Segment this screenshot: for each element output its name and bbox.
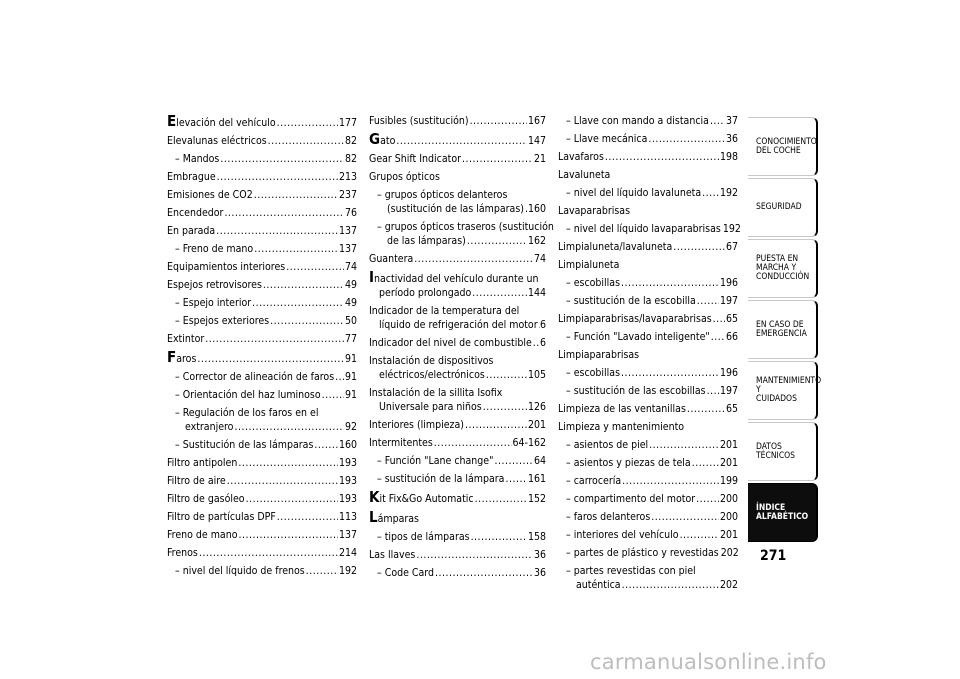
dot-leader	[238, 528, 337, 542]
page-ref: 36	[533, 567, 546, 579]
dot-leader	[286, 260, 344, 274]
page-ref: 66	[725, 331, 738, 343]
page-ref: 91	[344, 353, 357, 365]
entry-text: – Corrector de alineación de faros	[175, 371, 335, 383]
page-ref: 192	[719, 187, 738, 199]
dot-leader	[621, 366, 719, 380]
entry-text: – Llave con mando a distancia	[566, 115, 709, 127]
dot-leader	[238, 456, 338, 470]
entry-text: – nivel del líquido lavaluneta	[566, 187, 702, 199]
dot-leader	[472, 286, 527, 300]
index-entry	[558, 344, 738, 362]
page-ref: 76	[344, 207, 357, 219]
index-entry	[558, 182, 738, 200]
index-entry	[167, 238, 357, 256]
entry-text: Intermitentes	[369, 437, 433, 449]
dot-leader	[687, 402, 725, 416]
dot-leader	[622, 578, 719, 592]
entry-text: – asientos y piezas de tela	[566, 457, 691, 469]
page-ref: 92	[344, 421, 357, 433]
page-ref: 137	[338, 225, 357, 237]
page-ref: 161	[527, 473, 546, 485]
dot-leader	[622, 474, 719, 488]
page-ref: 201	[719, 457, 738, 469]
index-entry	[558, 128, 738, 146]
entry-text: – nivel del líquido lavaparabrisas	[566, 223, 721, 235]
dot-leader	[335, 370, 344, 384]
index-entry	[167, 166, 357, 184]
entry-text: Inactividad del vehículo durante un	[369, 268, 539, 286]
page-ref: 6	[539, 319, 546, 331]
index-entry	[167, 110, 357, 130]
entry-text: Elevalunas eléctricos	[167, 135, 267, 147]
dot-leader	[648, 132, 725, 146]
index-entry	[558, 398, 738, 416]
tab-label: DATOS TÉCNICOS	[756, 441, 796, 461]
entry-text: Emisiones de CO2	[167, 189, 253, 201]
index-entry	[167, 202, 357, 220]
dot-leader	[322, 388, 344, 402]
page-ref: 162	[527, 235, 546, 247]
page-ref: 105	[527, 369, 546, 381]
tab-mantenimiento-y[interactable]	[748, 361, 822, 420]
page-ref: 197	[719, 385, 738, 397]
page-ref: 196	[719, 367, 738, 379]
page-ref: 197	[719, 295, 738, 307]
index-entry	[167, 328, 357, 346]
entry-text: período prolongado	[379, 287, 472, 299]
dot-leader	[713, 312, 725, 326]
page-ref: 77	[344, 333, 357, 345]
index-entry	[369, 382, 546, 414]
dot-leader	[197, 352, 344, 366]
tab-label: SEGURIDAD	[756, 202, 802, 212]
index-entry	[369, 414, 546, 432]
entry-text: Lavaluneta	[558, 169, 611, 181]
entry-text: Faros	[167, 348, 197, 366]
page-ref: 202	[719, 579, 738, 591]
page-ref: 202	[720, 547, 739, 559]
dot-leader	[649, 438, 719, 452]
index-entry	[369, 128, 546, 148]
index-entry	[558, 434, 738, 452]
dot-leader	[216, 224, 338, 238]
index-entry	[167, 560, 357, 578]
index-entry	[558, 110, 738, 128]
index-column-2	[369, 110, 554, 580]
index-entry	[167, 148, 357, 166]
entry-text: – carrocería	[566, 475, 622, 487]
entry-text: – interiores del vehículo	[566, 529, 679, 541]
index-entry	[369, 350, 546, 382]
page-ref: 137	[338, 529, 357, 541]
dot-leader	[533, 336, 539, 350]
dot-leader	[525, 202, 527, 216]
page-ref: 6	[539, 337, 546, 349]
index-entry	[369, 432, 546, 450]
dot-leader	[651, 510, 719, 524]
page-ref: 65	[725, 313, 738, 325]
page-ref: 193	[338, 475, 357, 487]
page-ref: 113	[338, 511, 357, 523]
entry-text: – grupos ópticos traseros (sustitución	[377, 221, 554, 233]
index-entry	[558, 416, 738, 434]
dot-leader	[416, 548, 533, 562]
dot-leader	[621, 276, 719, 290]
dot-leader	[277, 116, 338, 130]
page-ref: 82	[344, 153, 357, 165]
page-ref: 167	[527, 115, 546, 127]
entry-text: Freno de mano	[167, 529, 238, 541]
page-ref: 37	[725, 115, 738, 127]
dot-leader	[254, 242, 338, 256]
entry-text: – Función "Lavado inteligente"	[566, 331, 710, 343]
index-entry	[558, 164, 738, 182]
index-entry	[558, 308, 738, 326]
entry-text: Limpieza y mantenimiento	[558, 421, 685, 433]
index-entry	[558, 488, 738, 506]
page-ref: 67	[725, 241, 738, 253]
entry-text: Universale para niños	[379, 401, 482, 413]
entry-text: – escobillas	[566, 277, 621, 289]
entry-text: Grupos ópticos	[369, 171, 440, 183]
index-entry	[167, 452, 357, 470]
entry-text: Guantera	[369, 253, 414, 265]
entry-text: En parada	[167, 225, 216, 237]
page-ref: 177	[338, 117, 357, 129]
entry-text: – Función "Lane change"	[377, 455, 494, 467]
index-entry	[369, 506, 546, 526]
page-ref: 49	[344, 297, 357, 309]
dot-leader	[435, 566, 533, 580]
index-entry	[558, 254, 738, 272]
tab-índice[interactable]	[748, 483, 818, 542]
entry-text: Embrague	[167, 171, 216, 183]
index-entry	[369, 450, 546, 468]
index-entry	[167, 292, 357, 310]
section-tabs	[748, 117, 822, 544]
page-ref: 201	[527, 419, 546, 431]
dot-leader	[252, 296, 344, 310]
entry-text: – Code Card	[377, 567, 434, 579]
dot-leader	[471, 530, 527, 544]
page-number: 271	[760, 548, 787, 564]
dot-leader	[434, 436, 512, 450]
index-entry	[167, 524, 357, 542]
page-ref: 214	[338, 547, 357, 559]
index-entry	[167, 274, 357, 292]
index-entry	[369, 332, 546, 350]
entry-text: Limpialuneta/lavaluneta	[558, 241, 673, 253]
dot-leader	[711, 330, 725, 344]
page-ref: 213	[338, 171, 357, 183]
dot-leader	[217, 170, 338, 184]
index-entry	[369, 486, 546, 506]
entry-text: eléctricos/electrónicos	[379, 369, 485, 381]
dot-leader	[270, 314, 344, 328]
tab-puesta-en[interactable]	[748, 239, 818, 298]
page-ref: 147	[527, 135, 546, 147]
entry-text: – Sustitución de las lámparas	[175, 439, 314, 451]
entry-text: Frenos	[167, 547, 198, 559]
entry-text: Filtro antipolen	[167, 457, 238, 469]
tab-label: CONOCIMIENTO DEL COCHE	[756, 136, 817, 156]
entry-text: – partes de plástico y revestidas	[566, 547, 719, 559]
dot-leader	[505, 472, 527, 486]
dot-leader	[414, 252, 533, 266]
page-ref: 193	[338, 457, 357, 469]
index-entry	[369, 166, 546, 184]
entry-text: Lavaparabrisas	[558, 205, 631, 217]
dot-leader	[199, 546, 338, 560]
index-entry	[369, 468, 546, 486]
dot-leader	[268, 134, 344, 148]
entry-text: Gato	[369, 130, 396, 148]
index-entry	[167, 384, 357, 402]
tab-conocimiento[interactable]	[748, 117, 818, 176]
dot-leader	[697, 294, 719, 308]
dot-leader	[710, 114, 725, 128]
page-ref: 160	[338, 439, 357, 451]
page-ref: 192	[338, 565, 357, 577]
page-ref: 91	[344, 389, 357, 401]
entry-text: Encendedor	[167, 207, 224, 219]
page-ref: 152	[527, 493, 546, 505]
page-ref: 201	[719, 439, 738, 451]
dot-leader	[306, 564, 338, 578]
tab-en-caso-de[interactable]	[748, 300, 818, 359]
index-entry	[369, 300, 546, 332]
tab-seguridad[interactable]	[748, 178, 818, 237]
index-entry	[167, 346, 357, 366]
index-entry	[558, 542, 738, 560]
entry-text: Indicador de la temperatura del	[369, 305, 520, 317]
page-ref: 65	[725, 403, 738, 415]
dot-leader	[696, 492, 719, 506]
page-ref: 74	[344, 261, 357, 273]
dot-leader	[234, 420, 344, 434]
tab-label: MANTENIMIENTO Y CUIDADOS	[756, 376, 822, 404]
entry-text: – Mandos	[175, 153, 220, 165]
page-ref: 198	[719, 151, 738, 163]
page-ref: 36	[533, 549, 546, 561]
page-ref: 64	[533, 455, 546, 467]
entry-text: – Espejo interior	[175, 297, 252, 309]
index-entry	[167, 470, 357, 488]
page-ref: 91	[344, 371, 357, 383]
entry-text: Limpieza de las ventanillas	[558, 403, 686, 415]
entry-text: Filtro de aire	[167, 475, 226, 487]
dot-leader	[462, 152, 533, 166]
entry-text: Lámparas	[369, 508, 419, 526]
dot-leader	[205, 332, 344, 346]
entry-text: – partes revestidas con piel	[566, 565, 696, 577]
tab-label: PUESTA EN MARCHA Y CONDUCCIÓN	[756, 254, 810, 282]
index-entry	[167, 184, 357, 202]
index-entry	[167, 542, 357, 560]
page-ref: 50	[344, 315, 357, 327]
index-entry	[558, 506, 738, 524]
tab-datos-técnicos[interactable]	[748, 422, 818, 481]
entry-text: – asientos de piel	[566, 439, 649, 451]
entry-text: Equipamientos interiores	[167, 261, 286, 273]
entry-text: – sustitución de la lámpara	[377, 473, 505, 485]
page-ref: 200	[719, 493, 738, 505]
index-entry	[558, 272, 738, 290]
index-entry	[558, 146, 738, 164]
entry-text: – nivel del líquido de frenos	[175, 565, 305, 577]
index-entry	[558, 362, 738, 380]
entry-text: Instalación de dispositivos	[369, 355, 494, 367]
dot-leader	[486, 368, 527, 382]
entry-text: auténtica	[576, 579, 621, 591]
page-ref: 193	[338, 493, 357, 505]
index-entry	[369, 266, 546, 300]
entry-text: – escobillas	[566, 367, 621, 379]
entry-text: – Regulación de los faros en el	[175, 407, 319, 419]
dot-leader	[692, 456, 719, 470]
page-ref: 192	[722, 223, 741, 235]
entry-text: – faros delanteros	[566, 511, 651, 523]
index-entry	[558, 290, 738, 308]
index-entry	[369, 544, 546, 562]
tab-label: ÍNDICE ALFABÉTICO	[756, 502, 809, 522]
entry-text: – sustitución de las escobillas	[566, 385, 706, 397]
index-entry	[167, 488, 357, 506]
dot-leader	[702, 186, 719, 200]
dot-leader	[263, 278, 344, 292]
index-entry	[369, 216, 554, 248]
entry-text: – Llave mecánica	[566, 133, 648, 145]
index-entry	[167, 256, 357, 274]
dot-leader	[224, 206, 344, 220]
page-ref: 36	[725, 133, 738, 145]
entry-text: extranjero	[185, 421, 234, 433]
dot-leader	[483, 400, 527, 414]
index-entry	[558, 470, 738, 488]
entry-text: – sustitución de la escobilla	[566, 295, 696, 307]
index-entry	[558, 200, 738, 218]
entry-text: Filtro de gasóleo	[167, 493, 245, 505]
dot-leader	[227, 474, 338, 488]
entry-text: – tipos de lámparas	[377, 531, 470, 543]
dot-leader	[220, 152, 344, 166]
index-entry	[369, 248, 546, 266]
entry-text: (sustitución de las lámparas)	[387, 203, 524, 215]
page-ref: 74	[533, 253, 546, 265]
index-entry	[167, 220, 357, 238]
entry-text: Extintor	[167, 333, 205, 345]
page-ref: 201	[719, 529, 738, 541]
index-entry	[167, 310, 357, 328]
watermark: carmanualsonline.info	[590, 650, 827, 674]
entry-text: – Freno de mano	[175, 243, 254, 255]
page-ref: 21	[533, 153, 546, 165]
dot-leader	[673, 240, 725, 254]
entry-text: líquido de refrigeración del motor	[379, 319, 538, 331]
page-ref: 126	[527, 401, 546, 413]
entry-text: – Espejos exteriores	[175, 315, 270, 327]
page-ref: 200	[719, 511, 738, 523]
entry-text: Limpialuneta	[558, 259, 620, 271]
dot-leader	[246, 492, 338, 506]
entry-text: Instalación de la sillita Isofix	[369, 387, 503, 399]
index-entry	[558, 524, 738, 542]
entry-text: – grupos ópticos delanteros	[377, 189, 508, 201]
entry-text: de las lámparas)	[387, 235, 466, 247]
index-entry	[558, 236, 738, 254]
page-ref: 158	[527, 531, 546, 543]
index-entry	[558, 326, 738, 344]
page-ref: 196	[719, 277, 738, 289]
dot-leader	[277, 510, 338, 524]
page-ref: 144	[527, 287, 546, 299]
dot-leader	[680, 528, 719, 542]
entry-text: Gear Shift Indicator	[369, 153, 461, 165]
entry-text: Indicador del nivel de combustible	[369, 337, 532, 349]
dot-leader	[494, 454, 533, 468]
entry-text: Espejos retrovisores	[167, 279, 262, 291]
index-entry	[558, 380, 738, 398]
entry-text: Lavafaros	[558, 151, 604, 163]
entry-text: – compartimento del motor	[566, 493, 696, 505]
entry-text: Limpiaparabrisas	[558, 349, 640, 361]
dot-leader	[470, 114, 527, 128]
index-entry	[167, 506, 357, 524]
entry-text: Elevación del vehículo	[167, 112, 276, 130]
dot-leader	[605, 150, 719, 164]
entry-text: – Orientación del haz luminoso	[175, 389, 321, 401]
index-entry	[369, 562, 546, 580]
tab-label: EN CASO DE EMERGENCIA	[756, 319, 807, 339]
entry-text: Limpiaparabrisas/lavaparabrisas	[558, 313, 712, 325]
page-ref: 49	[344, 279, 357, 291]
dot-leader	[467, 234, 527, 248]
index-entry	[558, 452, 738, 470]
index-entry	[167, 402, 357, 434]
dot-leader	[396, 134, 527, 148]
page-ref: 160	[527, 203, 546, 215]
index-column-3	[558, 110, 741, 592]
index-entry	[167, 130, 357, 148]
dot-leader	[707, 384, 719, 398]
dot-leader	[314, 438, 338, 452]
index-entry	[369, 110, 546, 128]
index-entry	[167, 366, 357, 384]
page-ref: 82	[344, 135, 357, 147]
page-ref: 64-162	[512, 437, 546, 449]
page-ref: 137	[338, 243, 357, 255]
page-ref: 199	[719, 475, 738, 487]
index-entry	[558, 218, 741, 236]
index-entry	[369, 526, 546, 544]
entry-text: Kit Fix&Go Automatic	[369, 488, 474, 506]
entry-text: Las llaves	[369, 549, 416, 561]
index-entry	[167, 434, 357, 452]
index-entry	[369, 148, 546, 166]
dot-leader	[254, 188, 338, 202]
page-ref: 237	[338, 189, 357, 201]
index-column-1	[167, 110, 357, 578]
index-entry	[558, 560, 738, 592]
dot-leader	[475, 492, 527, 506]
dot-leader	[465, 418, 527, 432]
index-entry	[369, 184, 546, 216]
entry-text: Fusibles (sustitución)	[369, 115, 469, 127]
entry-text: Filtro de partículas DPF	[167, 511, 276, 523]
entry-text: Interiores (limpieza)	[369, 419, 464, 431]
